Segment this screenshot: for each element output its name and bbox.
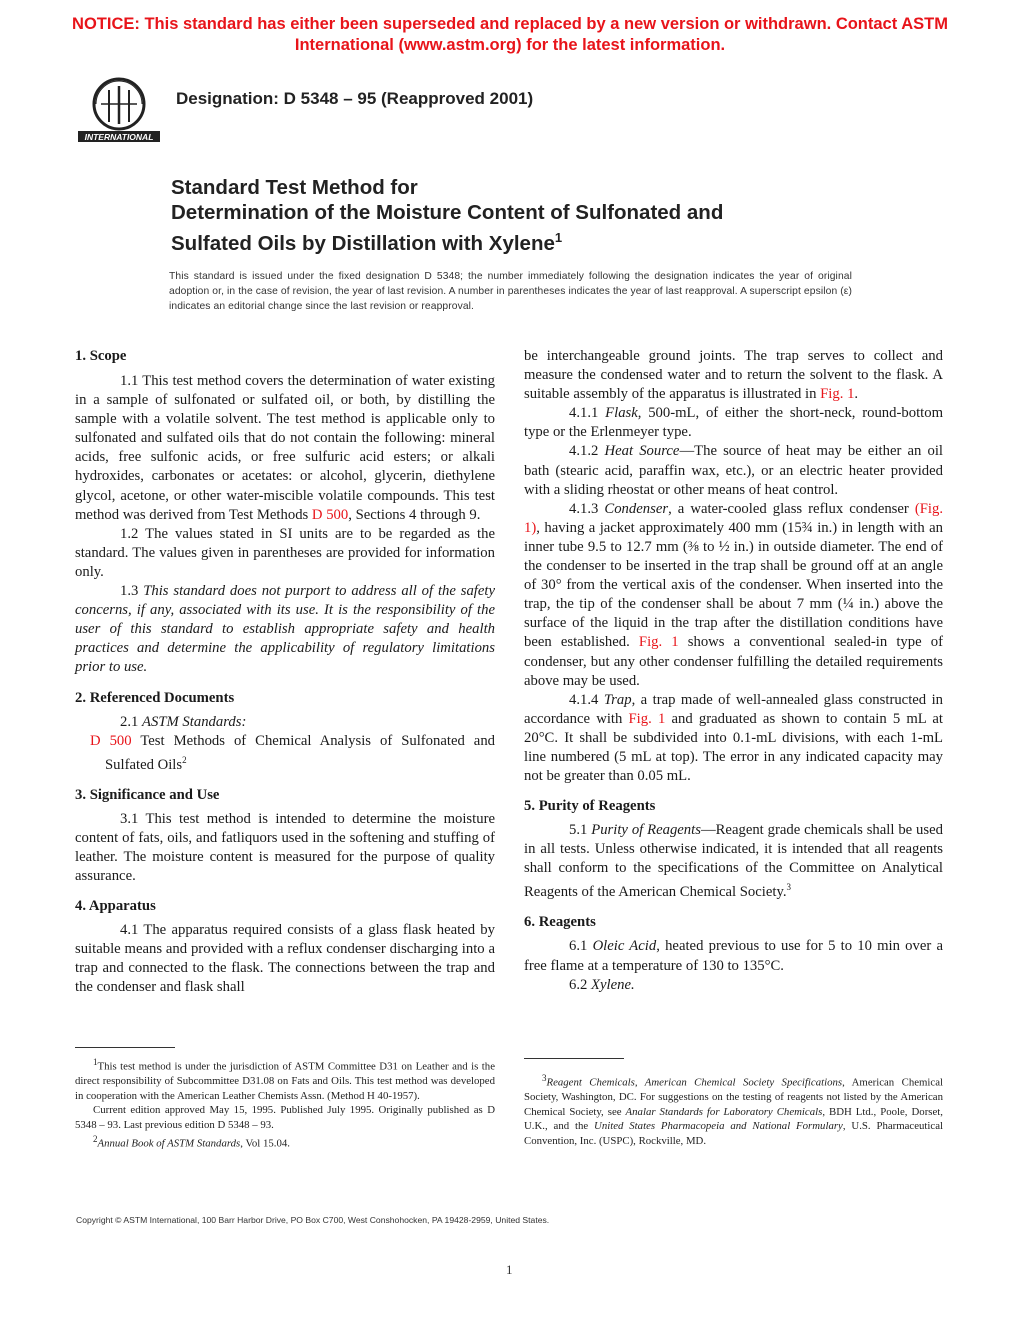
footnote-1 xyxy=(75,1055,495,1103)
para-1-3-num: 1.3 xyxy=(120,583,144,600)
footnote-1-mark: 1 xyxy=(93,1057,98,1067)
para-4-1-1-text: , 500-mL, of either the short-neck, round-bottom type or the Erlenmeyer type. xyxy=(524,405,944,441)
document-title xyxy=(171,175,891,256)
para-5-1-num: 5.1 xyxy=(569,822,592,839)
footnote-divider-right xyxy=(524,1058,624,1059)
section-2-heading: 2. Referenced Documents xyxy=(75,689,235,706)
fig1-link-b[interactable]: (Fig. 1) xyxy=(524,500,943,536)
section-6-heading: 6. Reagents xyxy=(524,914,596,931)
para-1-1 xyxy=(75,372,495,525)
para-3-1: 3.1 This test method is intended to determine the moisture content of fats, oils, and fatliquors used in the softening and stuffing of leather. The moisture content is measured for the purpose of quality assurance. xyxy=(75,810,495,884)
page-number: 1 xyxy=(506,1262,513,1277)
footnote-3-mark: 3 xyxy=(542,1073,547,1083)
para-4-1-4-text-b: and graduated as shown to contain 5 mL at 20°C. It shall be subdivided into 0.1-mL divisions, with each 1-mL line numbered (5 mL at top). The error in any indicated capacity may not be greater than 0.05 mL. xyxy=(524,710,944,785)
left-footnotes xyxy=(75,1055,495,1151)
para-4-1-3-term: Condenser xyxy=(604,500,669,517)
footnote-3-text-f: , U.S. Pharmaceutical Convention, Inc. (USPC), Rockville, MD. xyxy=(524,1120,943,1147)
para-4-1-2-term: Heat Source xyxy=(604,443,680,460)
section-3-heading: 3. Significance and Use xyxy=(75,786,220,803)
para-4-1-4-num: 4.1.4 xyxy=(569,691,604,708)
astm-logo xyxy=(76,74,162,150)
footnote-2-title: Annual Book of ASTM Standards xyxy=(97,1137,241,1150)
para-6-1-num: 6.1 xyxy=(569,938,593,955)
para-2-1 xyxy=(75,713,495,732)
notice-line-2: International (www.astm.org) for the latest information. xyxy=(294,36,726,54)
para-4-1-3-text-a: , a water-cooled glass reflux condenser xyxy=(668,500,915,517)
title-line-2: Determination of the Moisture Content of Sulfonated and xyxy=(171,201,724,224)
para-4-1-2-num: 4.1.2 xyxy=(569,443,605,460)
logo-subtext: INTERNATIONAL xyxy=(84,132,154,142)
ref-d500-title: Test Methods of Chemical Analysis of Sulfonated and Sulfated Oils xyxy=(105,732,496,773)
notice-line-1: NOTICE: This standard has either been superseded and replaced by a new version or withdrawn. Contact ASTM xyxy=(72,15,948,33)
right-footnotes xyxy=(524,1071,943,1148)
para-4-1: 4.1 The apparatus required consists of a glass flask heated by suitable means and provided with a reflux condenser discharging into a trap and connected to the flask. The connections between the trap and the condenser and flask shall xyxy=(75,922,495,996)
footnote-3-title-a: Reagent Chemicals, American Chemical Society Specifications xyxy=(546,1076,843,1089)
para-4-1-2-text: —The source of heat may be either an oil bath (stearic acid, paraffin wax, etc.), or an electric heater provided with a sliding rheostat or other means of heat control. xyxy=(524,443,943,498)
para-6-1-term: Oleic Acid xyxy=(592,938,657,955)
footnote-2-text: , Vol 15.04. xyxy=(240,1137,290,1150)
para-2-1-text: ASTM Standards: xyxy=(142,713,247,730)
para-6-1 xyxy=(524,937,943,975)
right-column xyxy=(524,347,943,995)
footnote-3-title-c: Analar Standards for Laboratory Chemicals xyxy=(625,1105,823,1118)
para-4-1-cont-text: be interchangeable ground joints. The trap serves to collect and measure the condensed water and to return the solvent to the flask. A suitable assembly of the apparatus is illustrated in xyxy=(524,348,943,403)
para-1-2: 1.2 The values stated in SI units are to be regarded as the standard. The values given in parentheses are provided for information only. xyxy=(75,525,495,580)
para-6-1-text: , heated previous to use for 5 to 10 min over a free flame at a temperature of 130 to 135°C. xyxy=(524,938,943,974)
para-2-1-num: 2.1 xyxy=(120,713,143,730)
footnote-2-mark: 2 xyxy=(93,1134,98,1145)
footnote-3-text-b: , American Chemical Society, Washington, DC. For suggestions on the testing of reagents not listed by the American Chemical Society, see xyxy=(524,1076,943,1118)
para-1-1-text: 1.1 This test method covers the determination of water existing in a sample of sulfonated or sulfated oil, or both, by distilling the sample with a volatile solvent. The test method is applicable only to sulfonated and sulfated oils that do not contain the following: mineral acids, free sulfonic acids, or free sulfuric acid esters; or alkali hydroxides, carbonates or acetates: or alcohol, glycerin, diethylene glycol, acetone, or other water-miscible volatile compounds. This test method was derived from Test Methods xyxy=(75,373,495,523)
title-line-3-text: Sulfated Oils by Distillation with Xylene xyxy=(171,231,555,255)
para-1-1-text-end: , Sections 4 through 9. xyxy=(348,506,481,523)
footnote-1b: Current edition approved May 15, 1995. Published July 1995. Originally published as D 5348 – 93. Last previous edition D 5348 – 93. xyxy=(75,1104,495,1131)
withdrawal-notice xyxy=(40,14,980,56)
title-line-1: Standard Test Method for xyxy=(171,176,418,199)
para-4-1-4-term: Trap xyxy=(603,691,632,708)
para-4-1-cont xyxy=(524,347,943,404)
footnote-3-text-d: , BDH Ltd., Poole, Dorset, U.K., and the xyxy=(524,1105,943,1133)
fig1-link-d[interactable]: Fig. 1 xyxy=(628,710,666,727)
d500-link[interactable]: D 500 xyxy=(311,506,349,523)
para-4-1-4-text-a: , a trap made of well-annealed glass constructed in accordance with xyxy=(524,691,943,727)
footnote-divider-left xyxy=(75,1047,175,1048)
footnote-3 xyxy=(524,1071,943,1148)
para-4-1-4 xyxy=(524,691,943,786)
para-4-1-3-text-c: shows a conventional sealed-in type of condenser, but any other condenser fulfilling the detailed requirements above may be used. xyxy=(524,634,943,689)
footnote-2 xyxy=(75,1132,495,1151)
para-4-1-cont-end: . xyxy=(854,386,859,403)
issue-note: This standard is issued under the fixed designation D 5348; the number immediately following the designation indicates the year of original adoption or, in the case of revision, the year of last revision. A number in parentheses indicates the year of last reapproval. A superscript epsilon (ε) indicates an editorial change since the last revision or reapproval. xyxy=(169,271,852,312)
para-5-1-footnote-mark: 3 xyxy=(786,882,792,893)
para-6-2-term: Xylene. xyxy=(591,976,635,993)
para-4-1-3-num: 4.1.3 xyxy=(569,500,605,517)
para-6-2 xyxy=(524,976,943,995)
ref-d500 xyxy=(75,732,495,775)
para-4-1-3-text-b: , having a jacket approximately 400 mm (15¾ in.) in length with an inner tube 9.5 to 12.7 mm (⅜ to ½ in.) in outside diameter. The end of the condenser to be inserted in the trap shall be ground off at an angle of 30° from the vertical axis of the condenser. When inserted into the trap, the tip of the condenser shall be about 7 mm (¼ in.) above the surface of the liquid in the trap after the distillation conditions have been established. xyxy=(524,519,943,651)
copyright-line: Copyright © ASTM International, 100 Barr Harbor Drive, PO Box C700, West Conshohocken, PA 19428-2959, United States. xyxy=(76,1215,550,1225)
footnote-3-title-e: United States Pharmacopeia and National Formulary xyxy=(594,1120,843,1133)
para-1-3 xyxy=(75,582,495,677)
para-4-1-3 xyxy=(524,500,943,691)
title-footnote-mark: 1 xyxy=(554,230,563,245)
section-1-heading: 1. Scope xyxy=(75,348,127,364)
ref-d500-footnote-mark: 2 xyxy=(182,754,187,765)
ref-d500-link[interactable]: D 500 xyxy=(90,732,132,749)
para-4-1-1-term: Flask xyxy=(605,405,638,422)
section-4-heading: 4. Apparatus xyxy=(75,898,156,915)
para-4-1-1 xyxy=(524,404,943,442)
para-5-1-text: —Reagent grade chemicals shall be used in all tests. Unless otherwise indicated, it is intended that all reagents shall conform to the specifications of the Committee on Analytical Reagents of the American Chemical Society. xyxy=(524,822,943,901)
designation: Designation: D 5348 – 95 (Reapproved 2001) xyxy=(176,89,534,108)
fig1-link-a[interactable]: Fig. 1 xyxy=(820,386,855,403)
fig1-link-c[interactable]: Fig. 1 xyxy=(638,634,679,651)
para-5-1 xyxy=(524,821,943,902)
section-5-heading: 5. Purity of Reagents xyxy=(524,798,656,815)
para-4-1-1-num: 4.1.1 xyxy=(569,405,606,422)
para-4-1-2 xyxy=(524,442,943,499)
footnote-1-text: This test method is under the jurisdiction of ASTM Committee D31 on Leather and is the direct responsibility of Subcommittee D31.08 on Fats and Oils. This test method was developed in cooperation with the American Leather Chemists Assn. (Method H 40-1957). xyxy=(75,1060,495,1102)
left-column xyxy=(75,346,495,997)
para-1-3-text: This standard does not purport to address all of the safety concerns, if any, associated with its use. It is the responsibility of the user of this standard to establish appropriate safety and health practices and determine the applicability of regulatory limitations prior to use. xyxy=(75,583,496,676)
para-5-1-term: Purity of Reagents xyxy=(591,822,701,839)
para-6-2-num: 6.2 xyxy=(569,976,592,993)
title-line-3 xyxy=(171,225,891,256)
